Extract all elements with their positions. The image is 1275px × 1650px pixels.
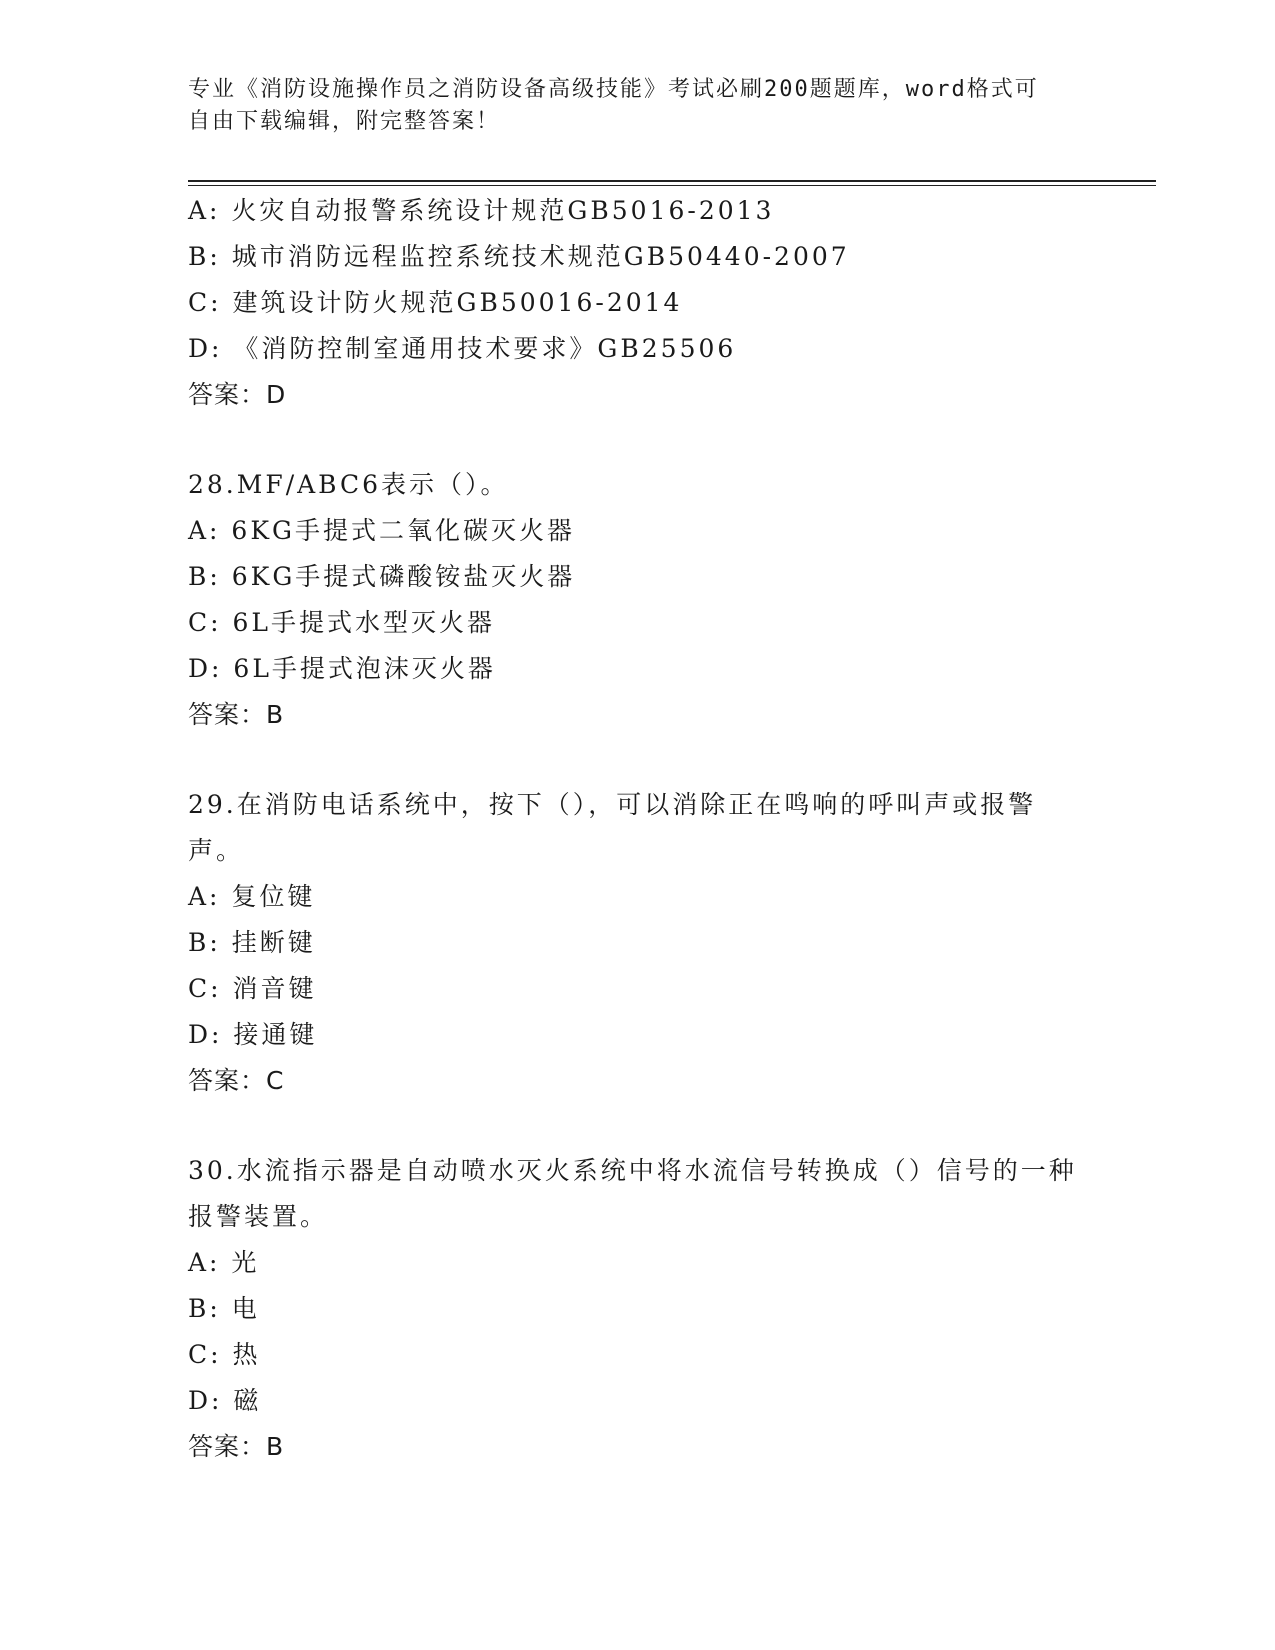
option-b: B: 6KG手提式磷酸铵盐灭火器 <box>188 562 576 591</box>
block-spacer <box>188 738 1088 782</box>
answer-line: 答案：B <box>188 700 285 729</box>
question-block-27 <box>188 188 1088 418</box>
option-b: B: 电 <box>188 1294 260 1323</box>
option-a: A: 光 <box>188 1248 260 1277</box>
option-d: D: 6L手提式泡沫灭火器 <box>188 654 496 683</box>
option-c: C: 6L手提式水型灭火器 <box>188 608 496 637</box>
question-block-30 <box>188 1148 1088 1470</box>
option-a: A: 火灾自动报警系统设计规范GB5016-2013 <box>188 196 775 225</box>
question-block-29 <box>188 782 1088 1104</box>
option-b: B: 城市消防远程监控系统技术规范GB50440-2007 <box>188 242 850 271</box>
option-a: A: 复位键 <box>188 882 316 911</box>
option-c: C: 消音键 <box>188 974 317 1003</box>
header-title-line-1: 专业《消防设施操作员之消防设备高级技能》考试必刷200题题库，word格式可 <box>188 77 1039 102</box>
question-text: 30.水流指示器是自动喷水灭火系统中将水流信号转换成（）信号的一种报警装置。 <box>188 1156 1077 1231</box>
header-title-line-2: 自由下载编辑，附完整答案！ <box>188 109 501 134</box>
option-d: D: 磁 <box>188 1386 262 1415</box>
option-c: C: 建筑设计防火规范GB50016-2014 <box>188 288 683 317</box>
question-text: 29.在消防电话系统中，按下（），可以消除正在鸣响的呼叫声或报警声。 <box>188 790 1037 865</box>
answer-line: 答案：B <box>188 1432 285 1461</box>
option-d: D: 《消防控制室通用技术要求》GB25506 <box>188 334 737 363</box>
answer-line: 答案：C <box>188 1066 285 1095</box>
option-b: B: 挂断键 <box>188 928 316 957</box>
answer-line: 答案：D <box>188 380 287 409</box>
question-list <box>188 188 1088 1470</box>
block-spacer <box>188 418 1088 462</box>
option-c: C: 热 <box>188 1340 261 1369</box>
document-header <box>188 74 1068 138</box>
option-d: D: 接通键 <box>188 1020 318 1049</box>
question-text: 28.MF/ABC6表示（）。 <box>188 470 509 499</box>
header-divider-thick <box>188 180 1156 182</box>
block-spacer <box>188 1104 1088 1148</box>
question-block-28 <box>188 462 1088 738</box>
option-a: A: 6KG手提式二氧化碳灭火器 <box>188 516 575 545</box>
header-divider-thin <box>188 185 1156 186</box>
